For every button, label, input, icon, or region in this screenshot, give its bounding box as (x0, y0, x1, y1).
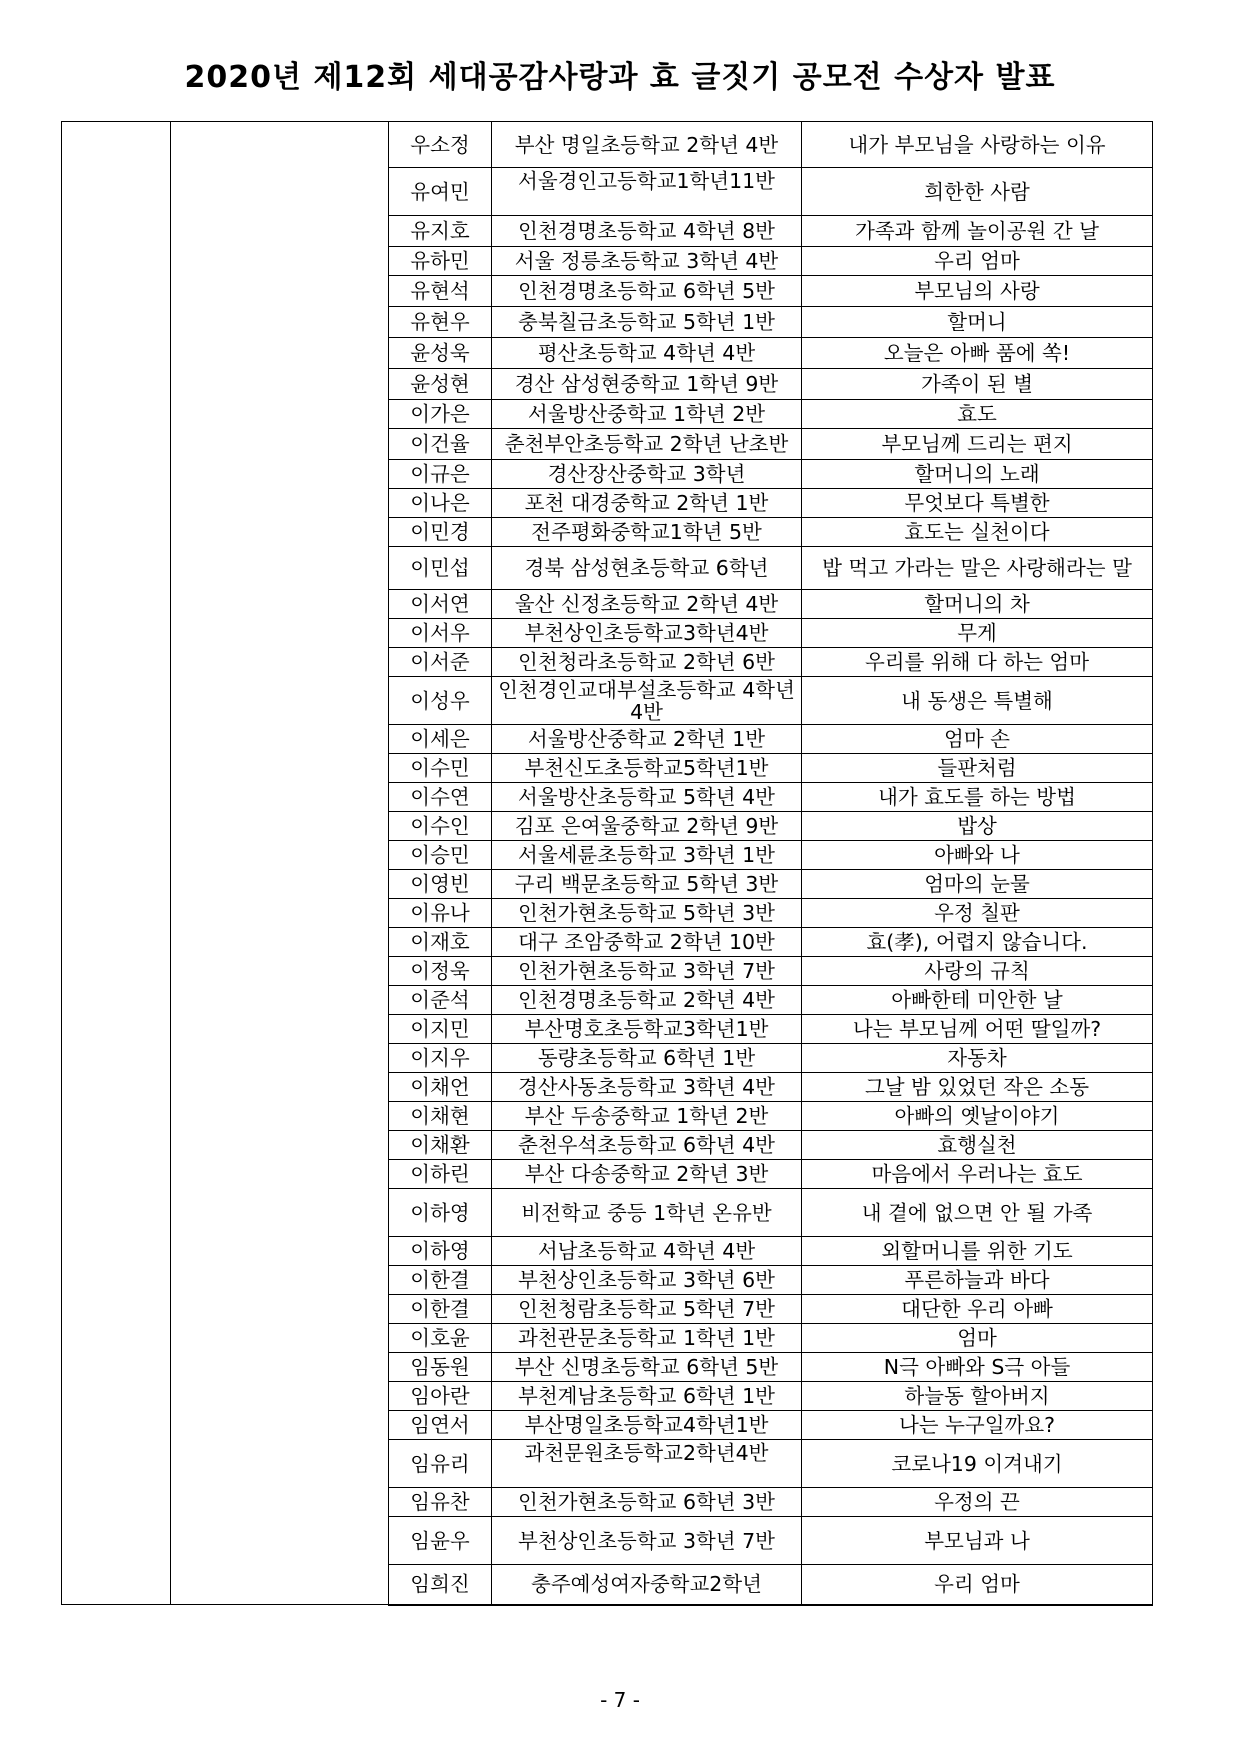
awardee-name: 이지우 (389, 1044, 492, 1073)
work-title: 희한한 사람 (802, 168, 1153, 216)
awardee-name: 이나은 (389, 489, 492, 518)
work-title: 코로나19 이겨내기 (802, 1440, 1153, 1488)
school-name: 인천가현초등학교 6학년 3반 (492, 1488, 802, 1517)
awardee-name: 이서우 (389, 619, 492, 648)
awardee-name: 이호윤 (389, 1324, 492, 1353)
work-title: 내가 효도를 하는 방법 (802, 783, 1153, 812)
awardee-table-container (61, 121, 1152, 1606)
work-title: 가족과 함께 놀이공원 간 날 (802, 216, 1153, 247)
awardee-name: 이채언 (389, 1073, 492, 1102)
awardee-name: 이성우 (389, 677, 492, 725)
work-title: 우정 칠판 (802, 899, 1153, 928)
school-name: 충북칠금초등학교 5학년 1반 (492, 307, 802, 338)
school-name: 부산명일초등학교4학년1반 (492, 1411, 802, 1440)
work-title: 마음에서 우러나는 효도 (802, 1160, 1153, 1189)
page-title: 2020년 제12회 세대공감사랑과 효 글짓기 공모전 수상자 발표 (184, 60, 1056, 95)
school-name: 서울방산초등학교 5학년 4반 (492, 783, 802, 812)
page-number: - 7 - (600, 1688, 640, 1712)
school-name: 부천계남초등학교 6학년 1반 (492, 1382, 802, 1411)
work-title: 들판처럼 (802, 754, 1153, 783)
awardee-name: 이지민 (389, 1015, 492, 1044)
work-title: 효도는 실천이다 (802, 518, 1153, 547)
work-title: 부모님의 사랑 (802, 276, 1153, 307)
work-title: 그날 밤 있었던 작은 소동 (802, 1073, 1153, 1102)
blank-col-1 (62, 122, 171, 1605)
awardee-name: 유지호 (389, 216, 492, 247)
school-name: 춘천우석초등학교 6학년 4반 (492, 1131, 802, 1160)
work-title: 우리를 위해 다 하는 엄마 (802, 648, 1153, 677)
school-name: 서울경인고등학교1학년11반 (492, 168, 802, 216)
awardee-name: 우소정 (389, 122, 492, 168)
work-title: 내 곁에 없으면 안 될 가족 (802, 1189, 1153, 1237)
awardee-name: 이민경 (389, 518, 492, 547)
school-name: 부산 명일초등학교 2학년 4반 (492, 122, 802, 168)
awardee-name: 이건율 (389, 429, 492, 460)
awardee-name: 임윤우 (389, 1517, 492, 1565)
school-name: 충주예성여자중학교2학년 (492, 1565, 802, 1605)
school-name: 인천경명초등학교 6학년 5반 (492, 276, 802, 307)
school-name: 대구 조암중학교 2학년 10반 (492, 928, 802, 957)
work-title: 오늘은 아빠 품에 쏙! (802, 338, 1153, 369)
school-name: 부천신도초등학교5학년1반 (492, 754, 802, 783)
school-name: 포천 대경중학교 2학년 1반 (492, 489, 802, 518)
awardee-name: 유하민 (389, 247, 492, 276)
school-name: 경산장산중학교 3학년 (492, 460, 802, 489)
awardee-name: 임희진 (389, 1565, 492, 1605)
awardee-name: 이채현 (389, 1102, 492, 1131)
awardee-name: 이한결 (389, 1266, 492, 1295)
school-name: 부천상인초등학교3학년4반 (492, 619, 802, 648)
work-title: 아빠와 나 (802, 841, 1153, 870)
work-title: 무엇보다 특별한 (802, 489, 1153, 518)
school-name: 서울방산중학교 1학년 2반 (492, 400, 802, 429)
work-title: 하늘동 할아버지 (802, 1382, 1153, 1411)
work-title: 부모님께 드리는 편지 (802, 429, 1153, 460)
awardee-name: 이수연 (389, 783, 492, 812)
awardee-name: 이준석 (389, 986, 492, 1015)
awardee-name: 이규은 (389, 460, 492, 489)
work-title: 나는 누구일까요? (802, 1411, 1153, 1440)
awardee-name: 이정욱 (389, 957, 492, 986)
work-title: 우정의 끈 (802, 1488, 1153, 1517)
school-name: 부산명호초등학교3학년1반 (492, 1015, 802, 1044)
work-title: 내가 부모님을 사랑하는 이유 (802, 122, 1153, 168)
blank-col-2 (171, 122, 389, 1605)
awardee-table (61, 121, 1153, 1606)
work-title: 아빠한테 미안한 날 (802, 986, 1153, 1015)
work-title: 무게 (802, 619, 1153, 648)
work-title: 가족이 된 별 (802, 369, 1153, 400)
work-title: 자동차 (802, 1044, 1153, 1073)
work-title: 엄마 (802, 1324, 1153, 1353)
awardee-table-body (62, 122, 1153, 1605)
work-title: 나는 부모님께 어떤 딸일까? (802, 1015, 1153, 1044)
awardee-name: 이한결 (389, 1295, 492, 1324)
work-title: 내 동생은 특별해 (802, 677, 1153, 725)
work-title: 효도 (802, 400, 1153, 429)
awardee-name: 이가은 (389, 400, 492, 429)
school-name: 인천경명초등학교 2학년 4반 (492, 986, 802, 1015)
awardee-name: 유현우 (389, 307, 492, 338)
awardee-name: 윤성현 (389, 369, 492, 400)
work-title: 아빠의 옛날이야기 (802, 1102, 1153, 1131)
school-name: 춘천부안초등학교 2학년 난초반 (492, 429, 802, 460)
school-name: 인천경명초등학교 4학년 8반 (492, 216, 802, 247)
school-name: 경산 삼성현중학교 1학년 9반 (492, 369, 802, 400)
work-title: 부모님과 나 (802, 1517, 1153, 1565)
awardee-name: 이유나 (389, 899, 492, 928)
awardee-name: 이재호 (389, 928, 492, 957)
work-title: N극 아빠와 S극 아들 (802, 1353, 1153, 1382)
awardee-name: 이수민 (389, 754, 492, 783)
work-title: 할머니의 노래 (802, 460, 1153, 489)
school-name: 인천가현초등학교 5학년 3반 (492, 899, 802, 928)
school-name: 부천상인초등학교 3학년 7반 (492, 1517, 802, 1565)
table-row (62, 122, 1153, 168)
work-title: 엄마의 눈물 (802, 870, 1153, 899)
school-name: 서울세륜초등학교 3학년 1반 (492, 841, 802, 870)
school-name: 인천경인교대부설초등학교 4학년 4반 (492, 677, 802, 725)
awardee-name: 이승민 (389, 841, 492, 870)
school-name: 서남초등학교 4학년 4반 (492, 1237, 802, 1266)
work-title: 할머니의 차 (802, 590, 1153, 619)
awardee-name: 이하영 (389, 1237, 492, 1266)
work-title: 밥 먹고 가라는 말은 사랑해라는 말 (802, 547, 1153, 590)
school-name: 부산 두송중학교 1학년 2반 (492, 1102, 802, 1131)
work-title: 엄마 손 (802, 725, 1153, 754)
school-name: 평산초등학교 4학년 4반 (492, 338, 802, 369)
awardee-name: 임유찬 (389, 1488, 492, 1517)
awardee-name: 임아란 (389, 1382, 492, 1411)
school-name: 부산 다송중학교 2학년 3반 (492, 1160, 802, 1189)
work-title: 사랑의 규칙 (802, 957, 1153, 986)
work-title: 대단한 우리 아빠 (802, 1295, 1153, 1324)
school-name: 인천청라초등학교 2학년 6반 (492, 648, 802, 677)
school-name: 구리 백문초등학교 5학년 3반 (492, 870, 802, 899)
awardee-name: 임연서 (389, 1411, 492, 1440)
awardee-name: 이서연 (389, 590, 492, 619)
school-name: 비전학교 중등 1학년 온유반 (492, 1189, 802, 1237)
awardee-name: 유현석 (389, 276, 492, 307)
school-name: 과천문원초등학교2학년4반 (492, 1440, 802, 1488)
school-name: 인천청람초등학교 5학년 7반 (492, 1295, 802, 1324)
school-name: 과천관문초등학교 1학년 1반 (492, 1324, 802, 1353)
school-name: 서울방산중학교 2학년 1반 (492, 725, 802, 754)
awardee-name: 이수인 (389, 812, 492, 841)
work-title: 우리 엄마 (802, 1565, 1153, 1605)
awardee-name: 이하영 (389, 1189, 492, 1237)
awardee-name: 이민섭 (389, 547, 492, 590)
work-title: 외할머니를 위한 기도 (802, 1237, 1153, 1266)
school-name: 울산 신정초등학교 2학년 4반 (492, 590, 802, 619)
awardee-name: 임동원 (389, 1353, 492, 1382)
awardee-name: 이하린 (389, 1160, 492, 1189)
work-title: 밥상 (802, 812, 1153, 841)
school-name: 경북 삼성현초등학교 6학년 (492, 547, 802, 590)
work-title: 푸른하늘과 바다 (802, 1266, 1153, 1295)
school-name: 부산 신명초등학교 6학년 5반 (492, 1353, 802, 1382)
school-name: 경산사동초등학교 3학년 4반 (492, 1073, 802, 1102)
school-name: 김포 은여울중학교 2학년 9반 (492, 812, 802, 841)
awardee-name: 이채환 (389, 1131, 492, 1160)
work-title: 효행실천 (802, 1131, 1153, 1160)
work-title: 할머니 (802, 307, 1153, 338)
school-name: 동량초등학교 6학년 1반 (492, 1044, 802, 1073)
awardee-name: 이세은 (389, 725, 492, 754)
school-name: 부천상인초등학교 3학년 6반 (492, 1266, 802, 1295)
school-name: 서울 정릉초등학교 3학년 4반 (492, 247, 802, 276)
work-title: 우리 엄마 (802, 247, 1153, 276)
school-name: 인천가현초등학교 3학년 7반 (492, 957, 802, 986)
awardee-name: 이영빈 (389, 870, 492, 899)
awardee-name: 임유리 (389, 1440, 492, 1488)
awardee-name: 유여민 (389, 168, 492, 216)
school-name: 전주평화중학교1학년 5반 (492, 518, 802, 547)
awardee-name: 윤성욱 (389, 338, 492, 369)
awardee-name: 이서준 (389, 648, 492, 677)
work-title: 효(孝), 어렵지 않습니다. (802, 928, 1153, 957)
